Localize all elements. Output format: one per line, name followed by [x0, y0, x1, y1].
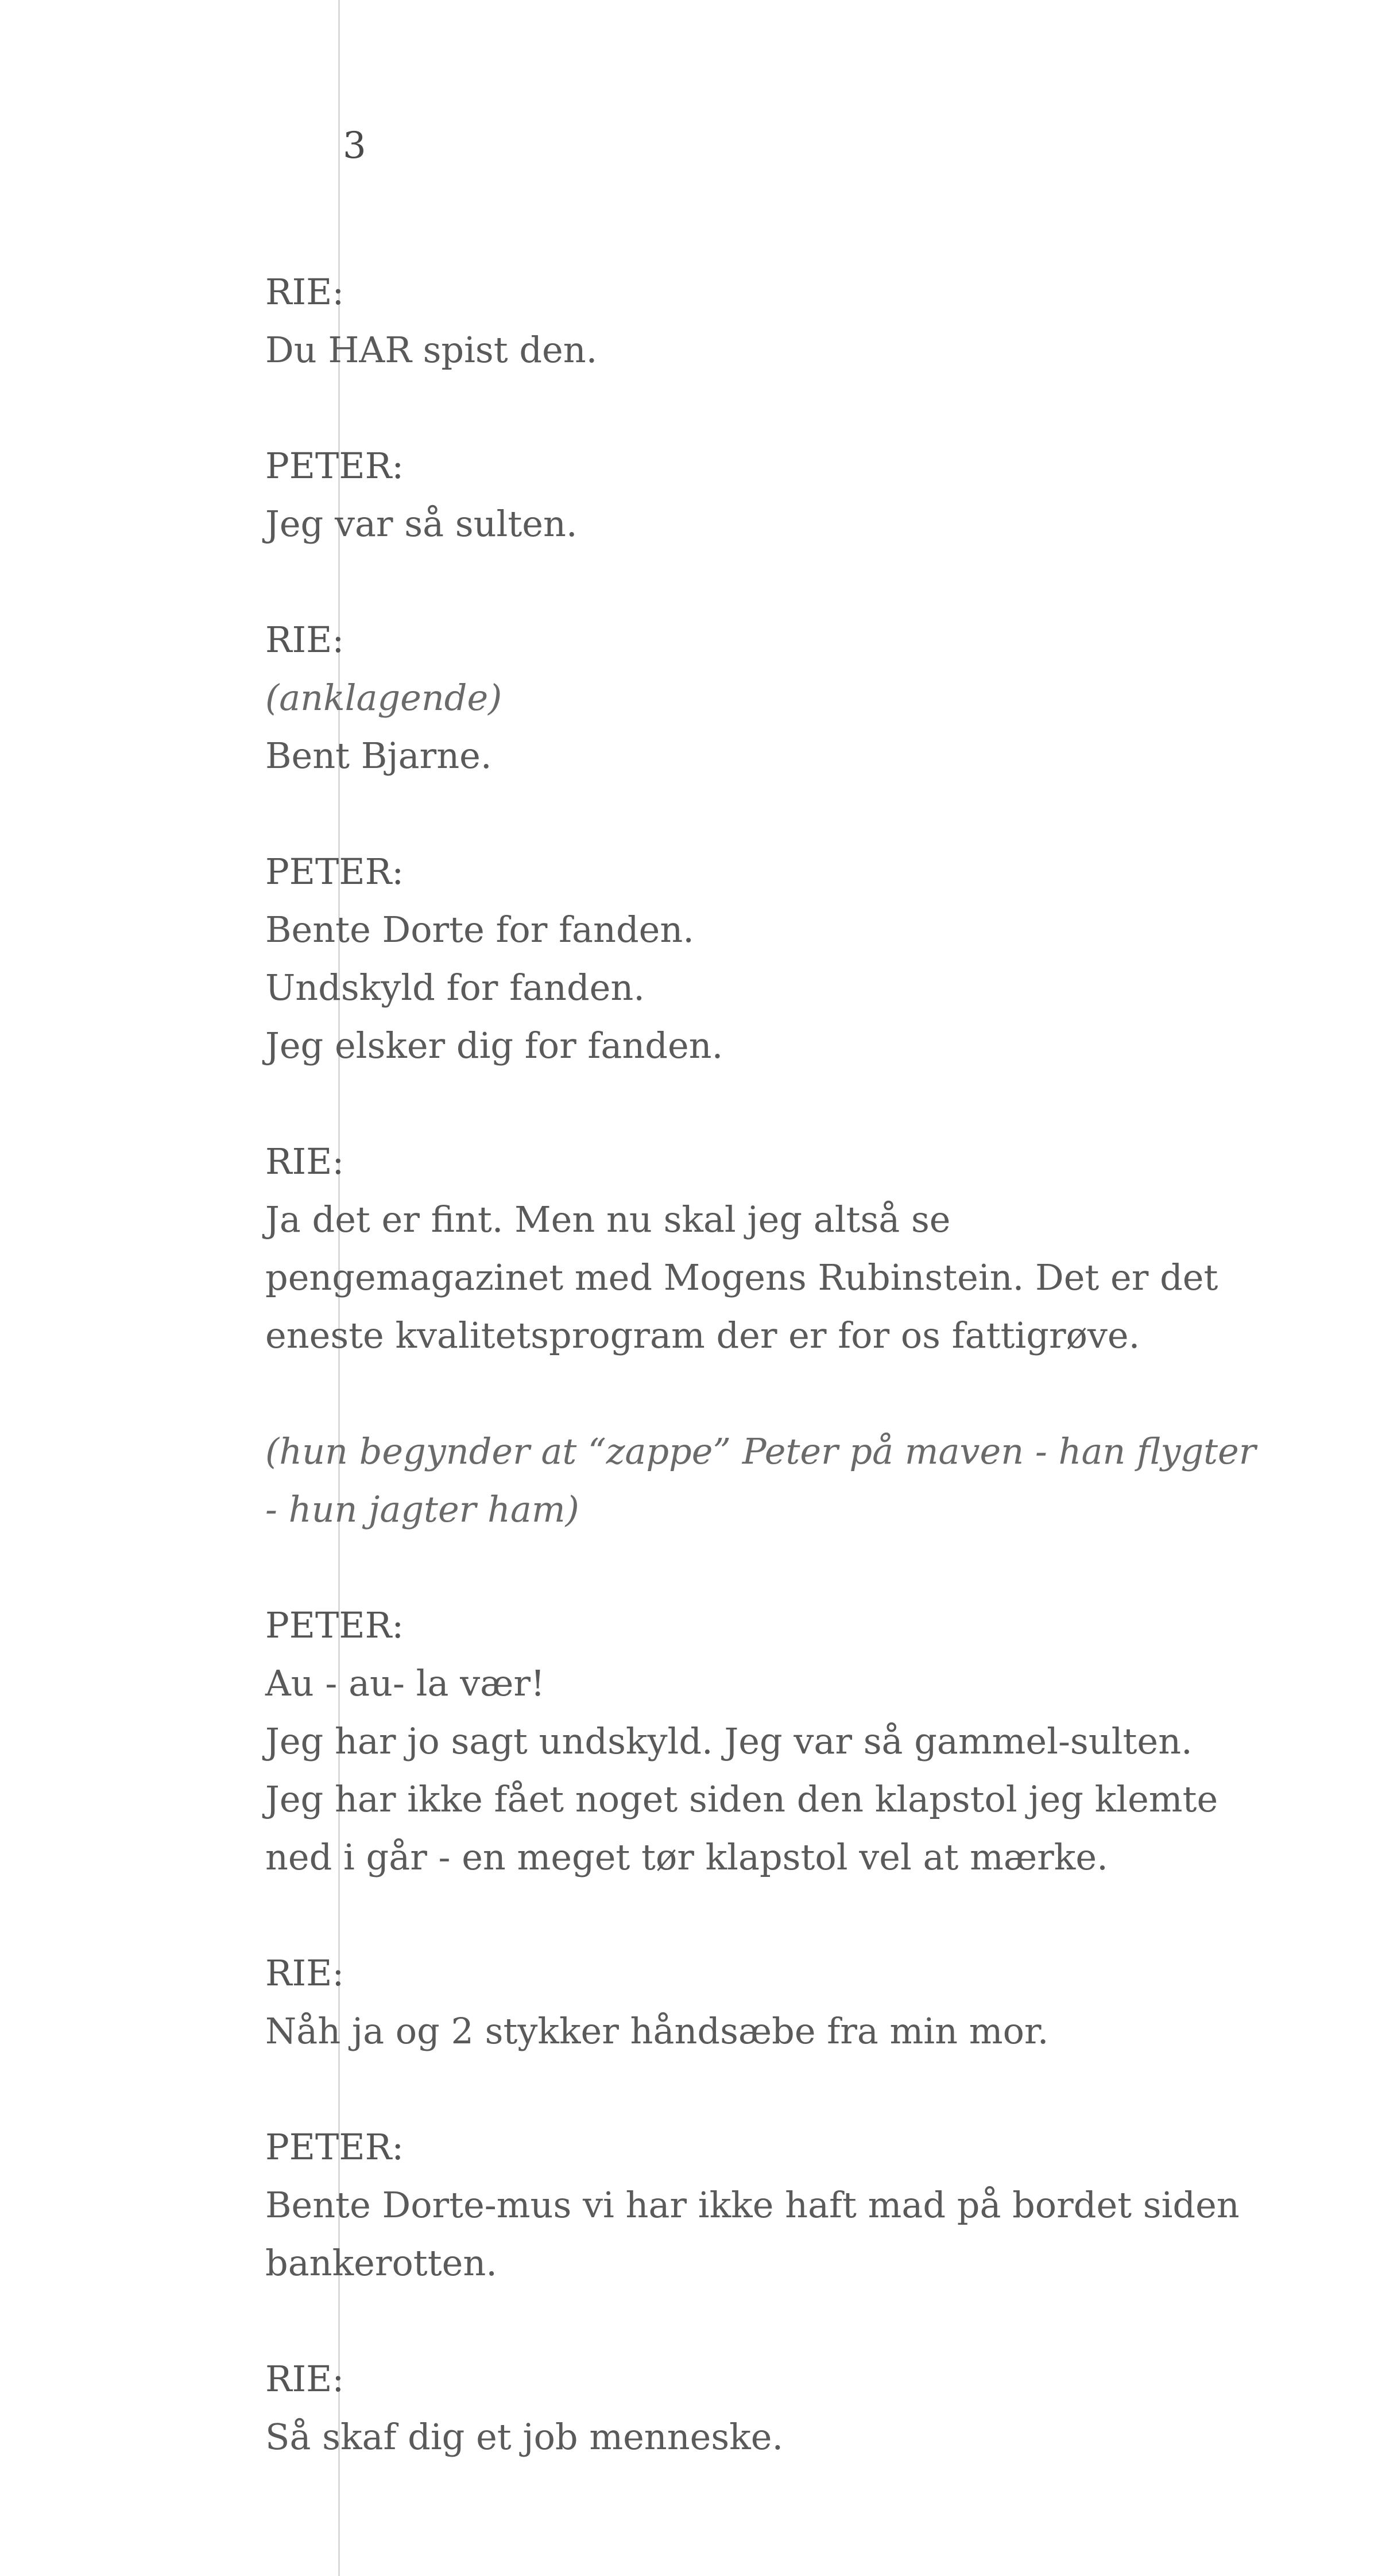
speaker-name: PETER: — [265, 1604, 404, 1646]
speaker-name: PETER: — [265, 851, 404, 893]
stage-direction-line: (hun begynder at “zappe” Peter på maven - han flygter — [265, 1430, 1256, 1472]
speaker-name: RIE: — [265, 619, 344, 661]
stage-direction-block — [265, 1422, 1345, 1538]
speaker-name: PETER: — [265, 445, 404, 487]
dialogue-line: Jeg har ikke fået noget siden den klapstol jeg klemte — [265, 1778, 1218, 1820]
dialogue-block-rie-2 — [265, 611, 1345, 785]
dialogue-line: Du HAR spist den. — [265, 329, 598, 371]
dialogue-line: Jeg var så sulten. — [265, 503, 578, 545]
dialogue-line: Jeg har jo sagt undskyld. Jeg var så gammel-sulten. — [265, 1720, 1193, 1762]
stage-direction-line: - hun jagter ham) — [265, 1488, 579, 1530]
dialogue-line: ned i går - en meget tør klapstol vel at mærke. — [265, 1836, 1108, 1878]
speaker-name: RIE: — [265, 2358, 344, 2400]
speaker-name: PETER: — [265, 2126, 404, 2168]
dialogue-line: Så skaf dig et job menneske. — [265, 2416, 784, 2458]
dialogue-line: Nåh ja og 2 stykker håndsæbe fra min mor. — [265, 2010, 1049, 2052]
dialogue-line: Undskyld for fanden. — [265, 967, 645, 1008]
speaker-name: RIE: — [265, 1952, 344, 1994]
dialogue-line: Bente Dorte-mus vi har ikke haft mad på bordet siden — [265, 2184, 1240, 2226]
dialogue-block-peter-3 — [265, 1596, 1345, 1886]
speaker-name: RIE: — [265, 1140, 344, 1182]
dialogue-line: Ja det er fint. Men nu skal jeg altså se — [265, 1198, 951, 1240]
parenthetical-direction: (anklagende) — [265, 677, 502, 719]
dialogue-block-rie-5 — [265, 2350, 1345, 2466]
dialogue-block-rie-1 — [265, 263, 1345, 379]
speaker-name: RIE: — [265, 271, 344, 313]
dialogue-line: bankerotten. — [265, 2242, 497, 2284]
dialogue-block-peter-4 — [265, 2118, 1345, 2292]
dialogue-line: Jeg elsker dig for fanden. — [265, 1025, 723, 1066]
page-number: 3 — [343, 125, 366, 167]
dialogue-line: Au - au- la vær! — [265, 1662, 545, 1704]
dialogue-block-peter-2 — [265, 843, 1345, 1074]
dialogue-line: eneste kvalitetsprogram der er for os fattigrøve. — [265, 1314, 1140, 1356]
dialogue-line: pengemagazinet med Mogens Rubinstein. Det er det — [265, 1256, 1218, 1298]
script-body — [265, 263, 1345, 2466]
dialogue-line: Bent Bjarne. — [265, 735, 492, 777]
dialogue-block-peter-1 — [265, 437, 1345, 553]
dialogue-block-rie-3 — [265, 1132, 1345, 1364]
dialogue-block-rie-4 — [265, 1944, 1345, 2060]
dialogue-line: Bente Dorte for fanden. — [265, 909, 694, 951]
